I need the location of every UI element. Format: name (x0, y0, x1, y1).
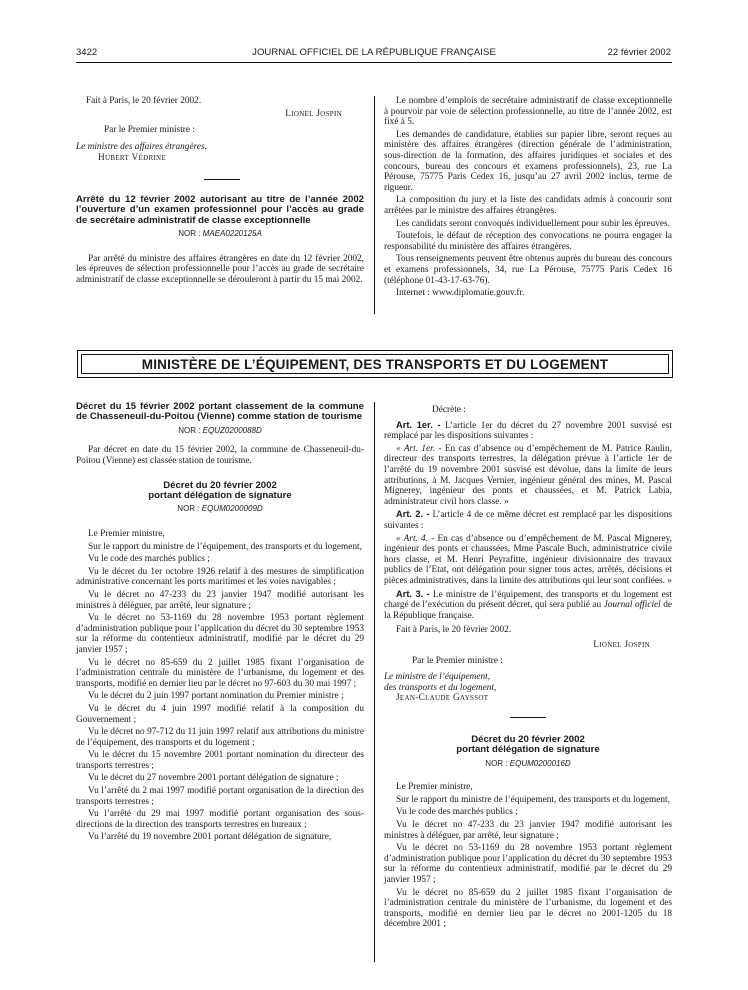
article-1 (384, 420, 672, 442)
visa: Vu l’arrêté du 19 novembre 2001 portant délégation de signature, (88, 832, 332, 843)
visa: Vu le décret du 4 juin 1997 modifié relatif à la composition du Gouvernement ; (76, 703, 364, 725)
decrete: Décrète : (432, 405, 466, 415)
signature-jospin: Lionel Jospin (285, 108, 342, 119)
visa: Vu l’arrêté du 2 mai 1997 modifié portant organisation de la direction des transports terrestres ; (76, 786, 364, 807)
visa: Vu le décret du 15 novembre 2001 portant nomination du directeur des transports terrestres ; (76, 750, 364, 771)
arrete-title: Arrêté du 12 février 2002 autorisant au titre de l’année 2002 l’ouverture d’un examen professionnel pour l’accès au grade de secrétaire administratif de classe exceptionnelle (76, 193, 364, 226)
top-left-column (76, 96, 364, 288)
visa: Vu le décret no 85-659 du 2 juillet 1985 fixant l’organisation de l’administration centrale du ministère de l’urbanisme, du logement et des transports, modifié en dernier lieu par le décret no 97-603 du 30 mai 1997 ; (76, 657, 364, 689)
paragraph: Le nombre d’emplois de secrétaire administratif de classe exceptionnelle à pourvoir par voie de sélection professionnelle, au titre de l’année 2002, est fixé à 5. (384, 96, 672, 128)
nor-code: MAEA0220125A (202, 229, 262, 239)
visa: Le Premier ministre, (88, 529, 165, 539)
quote-text: En cas d’absence ou d’empêchement de M. Patrice Raulin, directeur des transports terrestres, la délégation prévue à l’article 1er de l’arrêté du 19 novembre 2001 susvisé est dévolue, dans la limite de leurs attributions, à M. Jacques Vernier, ingénieur général des mines, M. Pascal Mignerey, ingénieur des ponts et chaussées, et M. Patrick Labia, administrateur civil hors classe. » (384, 443, 672, 507)
decret3-title-line1: Décret du 20 février 2002 (471, 733, 585, 745)
paragraph: Les demandes de candidature, établies sur papier libre, seront reçues au ministère des affaires étrangères (direction générale de l’administration, sous-direction de la formation, des affaires juridiques et sociales et des concours, bureau des concours et examens professionnels), 23, rue La Pérouse, 75775 Paris Cedex 16, jusqu’au 27 avril 2002 inclus, terme de rigueur. (384, 129, 672, 193)
paragraph: Toutefois, le défaut de réception des convocations ne pourra engager la responsabilité du ministère des affaires étrangères. (384, 231, 672, 252)
visa: Vu le code des marchés publics ; (88, 554, 210, 565)
decret1-body: Par décret en date du 15 février 2002, la commune de Chasseneuil-du-Poitou (Vienne) est classée station de tourisme. (76, 445, 364, 466)
quote-label: « Art. 1er. - (396, 443, 442, 454)
page-number: 3422 (76, 47, 98, 58)
quote-text: En cas d’absence ou d’empêchement de M. Pascal Mignerey, ingénieur des ponts et chaussées, Mme Pascale Buch, administratrice civile hors classe, et M. Henri Peyrafitte, ingénieur divisionnaire des travaux publics de l’Etat, ont délégation pour signer tous actes, arrêtés, décisions et pièces administratives, dans la limite des attributions qui leur sont confiées. » (384, 533, 672, 586)
article-text: L’article 1er du décret du 27 novembre 2001 susvisé est remplacé par les dispositions suivantes : (384, 420, 672, 442)
minister-title: Le ministre des affaires étrangères, (76, 141, 207, 152)
decret3-nor (384, 759, 672, 770)
paragraph: La composition du jury et la liste des candidats admis à concourir sont arrêtées par le ministre des affaires étrangères. (384, 195, 672, 216)
decret3-title-line2: portant délégation de signature (456, 744, 600, 756)
visa: Vu le décret no 47-233 du 23 janvier 1947 modifié autorisant les ministres à déléguer, par arrêté, leur signature ; (76, 589, 364, 611)
ministry-banner-text: MINISTÈRE DE L’ÉQUIPEMENT, DES TRANSPORTS ET DU LOGEMENT (81, 354, 669, 374)
nor-label: NOR : (178, 425, 201, 435)
nor-code: EQUM0200016D (509, 758, 571, 768)
nor-code: EQUM0200009D (201, 504, 263, 514)
separator (510, 717, 546, 718)
par-premier-ministre: Par le Premier ministre : (104, 125, 195, 136)
lower-left-column (76, 402, 364, 845)
minister-title-line2: des transports et du logement, (384, 682, 497, 693)
nor-label: NOR : (177, 504, 200, 514)
article-1-quote (384, 444, 672, 508)
visa: Vu le décret du 2 juin 1997 portant nomination du Premier ministre ; (88, 691, 344, 702)
minister-title-line1: Le ministre de l’équipement, (384, 672, 491, 683)
visa: Vu le décret no 85-659 du 2 juillet 1985 fixant l’organisation de l’administration centrale du ministère de l’urbanisme, du logement et des transports, modifié en dernier lieu par le décret no 2001-1205 du 18 décembre 2001 ; (384, 887, 672, 930)
arrete-body: Par arrêté du ministre des affaires étrangères en date du 12 février 2002, les épreuves de sélection professionnelle pour l’accès au grade de secrétaire administratif de classe exceptionnelle se dérouleront à partir du 15 mai 2002. (76, 253, 364, 285)
nor-label: NOR : (485, 758, 508, 768)
quote-label: « Art. 4. - (396, 533, 435, 544)
visa: Sur le rapport du ministre de l’équipement, des transports et du logement, (88, 541, 362, 552)
minister-name: Hubert Védrine (98, 153, 166, 164)
journal-title: JOURNAL OFFICIEL DE LA RÉPUBLIQUE FRANÇAISE (252, 47, 496, 58)
decret1-nor (76, 426, 364, 437)
decret2-nor (76, 504, 364, 515)
article-2-quote (384, 534, 672, 587)
visa: Vu l’arrêté du 29 mai 1997 modifié portant organisation des sous-directions de la direction des transports terrestres en bureaux ; (76, 809, 364, 830)
visa: Vu le décret du 1er octobre 1926 relatif à des mesures de simplification administrative concernant les ports maritimes et les voies navigables ; (76, 566, 364, 588)
article-label: Art. 3. - (396, 588, 430, 599)
visa: Vu le décret no 53-1169 du 28 novembre 1953 portant règlement d’administration publique pour l’application du décret du 30 septembre 1953 sur la réforme du contentieux administratif, modifié par le décret du 29 janvier 1957 ; (76, 613, 364, 655)
column-divider-bottom (374, 402, 375, 962)
visa: Vu le décret du 27 novembre 2001 portant délégation de signature ; (88, 773, 339, 784)
internet-line: Internet : www.diplomatie.gouv.fr. (396, 288, 525, 299)
nor-label: NOR : (178, 229, 201, 239)
article-label: Art. 2. - (396, 509, 430, 520)
visa: Le Premier ministre, (396, 782, 473, 793)
decret2-title-line2: portant délégation de signature (148, 490, 292, 501)
article-2 (384, 509, 672, 531)
visa: Vu le code des marchés publics ; (396, 807, 518, 818)
visa: Vu le décret no 97-712 du 11 juin 1997 relatif aux attributions du ministre de l’équipement, des transports et du logement ; (76, 727, 364, 748)
top-right-column (384, 96, 672, 301)
visa: Vu le décret no 47-233 du 23 janvier 1947 modifié autorisant les ministres à déléguer, par arrêté, leur signature ; (384, 820, 672, 841)
nor-code: EQUZ0200088D (202, 425, 262, 435)
column-divider-top (374, 96, 375, 314)
ministry-banner (77, 350, 673, 378)
header-rule (76, 62, 672, 63)
article-text: L’article 4 de ce même décret est remplacé par les dispositions suivantes : (384, 510, 672, 531)
paragraph: Tous renseignements peuvent être obtenus auprès du bureau des concours et examens professionnels, 34, rue La Pérouse, 75775 Paris Cedex 16 (téléphone 01-43-17-63-76). (384, 254, 672, 286)
par-premier-ministre: Par le Premier ministre : (412, 656, 503, 667)
decret1-title: Décret du 15 février 2002 portant classement de la commune de Chasseneuil-du-Poitou (Vienne) comme station de tourisme (76, 401, 364, 423)
lower-right-column (384, 405, 672, 932)
separator (204, 179, 240, 180)
signature-jospin: Lionel Jospin (593, 639, 650, 650)
decret2-title-line1: Décret du 20 février 2002 (163, 479, 277, 491)
fait-a-paris: Fait à Paris, le 20 février 2002. (396, 625, 512, 636)
visa: Sur le rapport du ministre de l’équipement, des transports et du logement, (396, 794, 670, 805)
article-text: de la République française. (384, 600, 672, 621)
article-label: Art. 1er. - (396, 419, 441, 430)
journal-officiel: Journal officiel (603, 600, 661, 611)
paragraph: Les candidats seront convoqués individuellement pour subir les épreuves. (396, 218, 670, 229)
article-3 (384, 589, 672, 622)
article-text: Le ministre de l’équipement, des transports et du logement est chargé de l’exécution du présent décret, qui sera publié au (384, 589, 672, 611)
minister-name: Jean-Claude Gayssot (396, 693, 489, 704)
visa: Vu le décret no 53-1169 du 28 novembre 1953 portant règlement d’administration publique pour l’application du décret du 30 septembre 1953 sur la réforme du contentieux administratif, modifié par le décret du 29 janvier 1957 ; (384, 843, 672, 885)
fait-a-paris: Fait à Paris, le 20 février 2002. (86, 96, 202, 106)
header-date: 22 février 2002 (607, 47, 671, 58)
nor-line (76, 229, 364, 240)
